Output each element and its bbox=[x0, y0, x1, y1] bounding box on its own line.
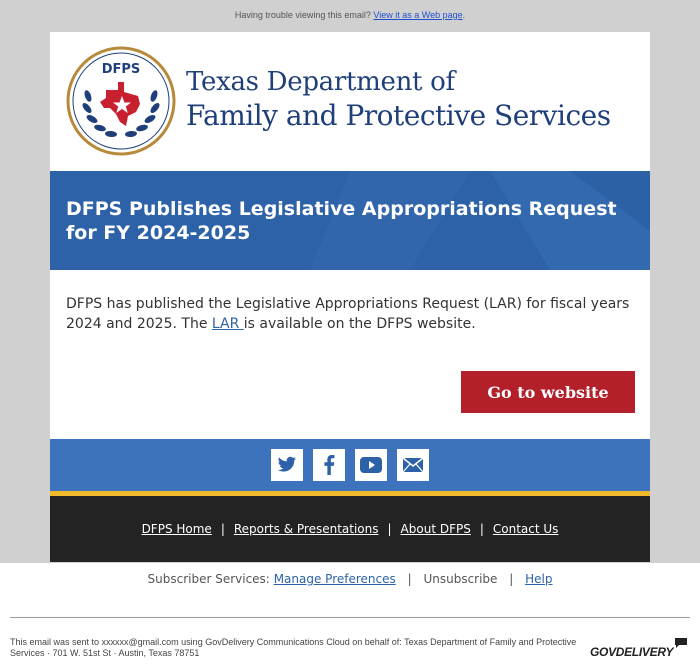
email-share-button[interactable] bbox=[397, 449, 429, 481]
seal-text: DFPS bbox=[101, 62, 141, 77]
legal-text: This email was sent to xxxxxx@gmail.com using GovDelivery Communications Cloud on behalf of: Texas Department of Family and Protective Services · 701 W. 51st St · Austin, Texas 78751 bbox=[10, 637, 577, 658]
govdelivery-logo bbox=[590, 637, 690, 661]
footer-link-about[interactable]: About DFPS bbox=[400, 522, 471, 536]
footer-divider bbox=[10, 617, 690, 618]
speech-bubble-icon bbox=[674, 637, 688, 649]
lar-link[interactable]: LAR bbox=[211, 316, 244, 332]
subscriber-services bbox=[0, 572, 700, 586]
agency-name-line1: Texas Department of bbox=[186, 67, 455, 97]
youtube-icon bbox=[360, 457, 382, 473]
footer-nav bbox=[50, 496, 650, 562]
banner-title: DFPS Publishes Legislative Appropriations Request for FY 2024-2025 bbox=[66, 198, 617, 244]
youtube-button[interactable] bbox=[355, 449, 387, 481]
manage-preferences-link[interactable]: Manage Preferences bbox=[273, 572, 396, 586]
subscriber-label: Subscriber Services: bbox=[147, 572, 270, 586]
twitter-icon bbox=[277, 456, 297, 474]
nav-separator: | bbox=[220, 522, 225, 536]
dfps-seal-logo bbox=[66, 46, 176, 156]
agency-name bbox=[186, 66, 611, 134]
nav-separator: | bbox=[387, 522, 392, 536]
twitter-button[interactable] bbox=[271, 449, 303, 481]
body-content bbox=[50, 270, 650, 439]
facebook-icon bbox=[323, 455, 335, 475]
social-bar bbox=[50, 439, 650, 491]
web-page-link[interactable]: View it as a Web page bbox=[373, 10, 463, 20]
govdelivery-logo-text: GOVDELIVERY bbox=[590, 645, 674, 659]
nav-separator: | bbox=[479, 522, 484, 536]
footer-link-reports[interactable]: Reports & Presentations bbox=[233, 522, 379, 536]
body-text-before: DFPS has published the Legislative Appropriations Request (LAR) for fiscal years 2024 and 2025. The bbox=[66, 296, 630, 332]
footer-link-contact[interactable]: Contact Us bbox=[492, 522, 559, 536]
agency-name-line2: Family and Protective Services bbox=[186, 99, 611, 132]
subscriber-separator: | bbox=[407, 572, 412, 586]
body-text-after: is available on the DFPS website. bbox=[243, 316, 476, 332]
logo-header bbox=[50, 32, 650, 171]
go-to-website-button[interactable]: Go to website bbox=[461, 371, 635, 413]
unsubscribe-link[interactable]: Unsubscribe bbox=[423, 572, 498, 586]
facebook-button[interactable] bbox=[313, 449, 345, 481]
trouble-text: Having trouble viewing this email? bbox=[234, 10, 371, 20]
trouble-viewing-line: Having trouble viewing this email? View it as a Web page. bbox=[234, 10, 466, 20]
email-icon bbox=[403, 458, 423, 472]
body-paragraph bbox=[66, 294, 641, 334]
footer-link-home[interactable]: DFPS Home bbox=[141, 522, 212, 536]
help-link[interactable]: Help bbox=[525, 572, 553, 586]
subscriber-separator: | bbox=[509, 572, 514, 586]
title-banner bbox=[50, 171, 650, 270]
email-card bbox=[50, 32, 650, 562]
